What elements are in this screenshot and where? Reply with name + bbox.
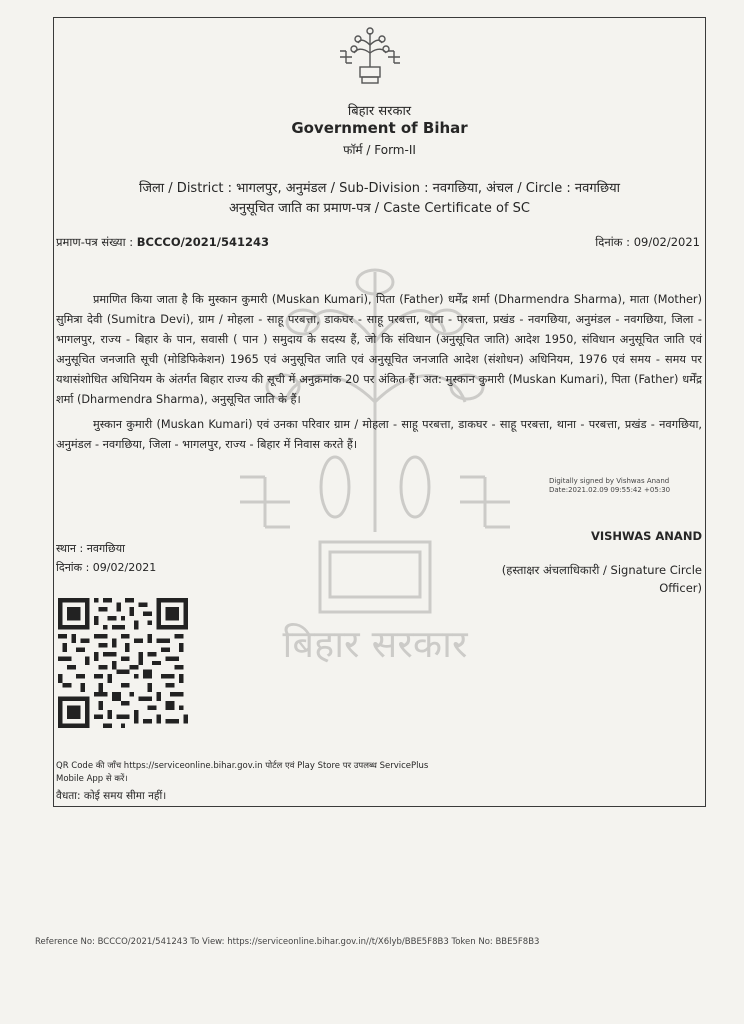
watermark-text: बिहार सरकार	[282, 622, 468, 666]
certificate-date	[595, 235, 700, 250]
bihar-emblem-icon	[334, 25, 406, 87]
qr-code	[58, 598, 188, 728]
certificate-date-value: 09/02/2021	[633, 235, 700, 249]
certificate-number-label: प्रमाण-पत्र संख्या :	[56, 235, 134, 249]
gov-title-english: Government of Bihar	[291, 119, 468, 137]
form-label: फॉर्म / Form-II	[343, 143, 416, 157]
digital-signature-line-2: Date:2021.02.09 09:55:42 +05:30	[549, 486, 671, 494]
location-line: जिला / District : भागलपुर, अनुमंडल / Sub-Division : नवगछिया, अंचल / Circle : नवगछिया	[138, 181, 621, 196]
footer-reference: Reference No: BCCCO/2021/541243 To View: https://serviceonline.bihar.gov.in//t/X6lyb/BBE5F8B3 Token No: BBE5F8B3	[35, 937, 540, 947]
digital-signature-line-1: Digitally signed by Vishwas Anand	[549, 477, 670, 485]
gov-title-hindi: बिहार सरकार	[347, 104, 412, 119]
certificate-body-paragraph-1: प्रमाणित किया जाता है कि मुस्कान कुमारी (Muskan Kumari), पिता (Father) धर्मेंद्र शर्मा (Dharmendra Sharma), माता (Mother) सुमित्रा देवी (Sumitra Devi), ग्राम / मोहला - साहू परबत्ता, डाकघर - साहू परबत्ता, थाना - परबत्ता, प्रखंड - नवगछिया, अनुमंडल - नवगछिया, जिला - भागलपुर, राज्य - बिहार के पान, सवासी ( पान ) समुदाय के सदस्य हैं, जो कि संविधान (अनुसूचित जाति) आदेश 1950, संविधान अनुसूचित जाति एवं अनुसूचित जनजाति सूची (मोडिफिकेशन) 1965 एवं अनुसूचित जाति एवं अनुसूचित जनजाति आदेश (संशोधन) अधिनियम, 1976 एवं समय - समय पर यथासंशोधित अधिनियम के अंतर्गत बिहार राज्य की सूची में अनुक्रमांक 20 पर अंकित हैं। अत: मुस्कान कुमारी (Muskan Kumari), पिता (Father) धर्मेंद्र शर्मा (Dharmendra Sharma), अनुसूचित जाति के हैं।	[56, 293, 702, 406]
qr-verification-note	[56, 760, 476, 786]
signatory-designation	[502, 561, 702, 597]
signatory-designation-line-1: (हस्ताक्षर अंचलाधिकारी / Signature Circle	[501, 563, 702, 577]
qr-note-line-2: Mobile App से करें।	[56, 774, 128, 784]
certificate-number-value: BCCCO/2021/541243	[136, 235, 270, 249]
signatory-designation-line-2: Officer)	[659, 581, 702, 595]
signatory-name: VISHWAS ANAND	[590, 529, 702, 543]
certificate-number	[56, 235, 269, 250]
qr-note-line-1: QR Code की जाँच https://serviceonline.bihar.gov.in पोर्टल एवं Play Store पर उपलब्ध ServicePlus	[56, 761, 429, 771]
place-label: स्थान : नवगछिया	[56, 542, 125, 555]
certificate-body-paragraph-2: मुस्कान कुमारी (Muskan Kumari) एवं उनका परिवार ग्राम / मोहला - साहू परबत्ता, डाकघर - साहू परबत्ता, थाना - परबत्ता, प्रखंड - नवगछिया, अनुमंडल - नवगछिया, जिला - भागलपुर, राज्य - बिहार में निवास करते हैं।	[56, 418, 702, 451]
certificate-date-label: दिनांक :	[595, 235, 631, 249]
validity-note: वैधता: कोई समय सीमा नहीं।	[56, 790, 167, 802]
issue-date-label: दिनांक : 09/02/2021	[56, 561, 157, 574]
certificate-title: अनुसूचित जाति का प्रमाण-पत्र / Caste Certificate of SC	[228, 201, 531, 216]
